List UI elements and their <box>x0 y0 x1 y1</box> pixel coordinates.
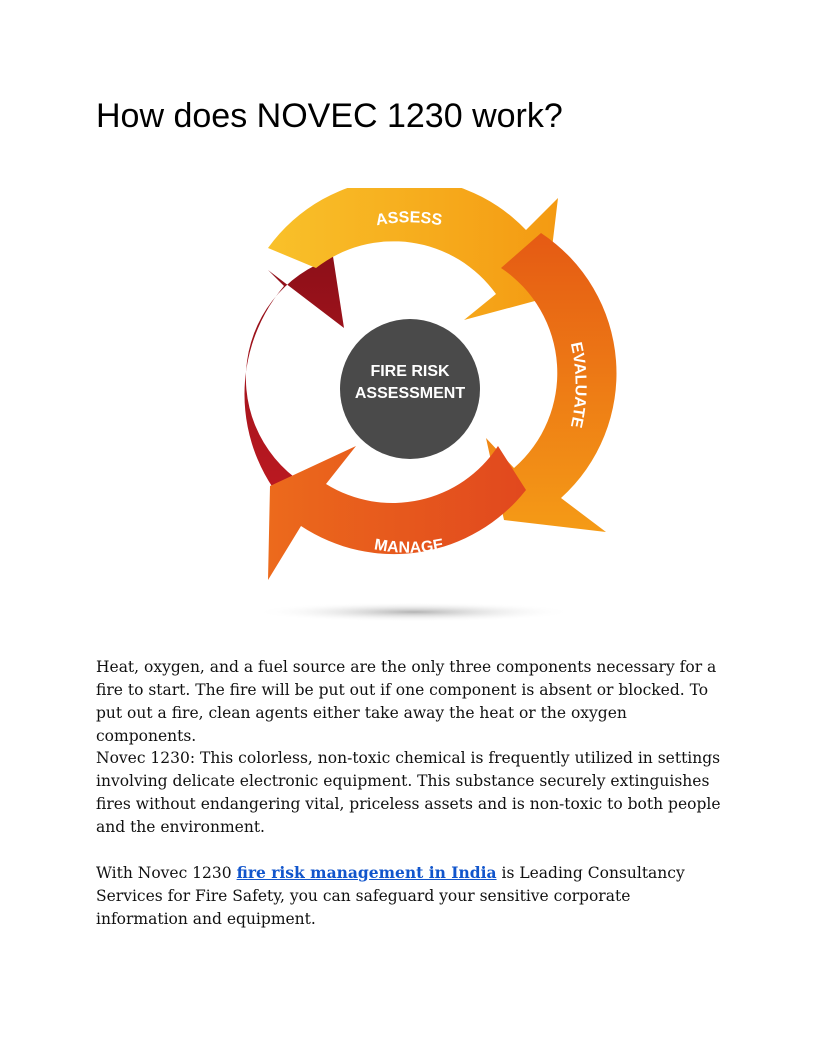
step-label-evaluate: EVALUATE <box>566 340 589 430</box>
fire-risk-management-link[interactable]: fire risk management in India <box>236 863 497 882</box>
step-label-manage: MANAGE <box>372 536 446 557</box>
manage-segment <box>268 446 526 580</box>
step-label-measure: MEASURE <box>228 344 250 430</box>
drop-shadow <box>254 602 574 622</box>
paragraph-consultancy-tail: is Leading Consultancy Services for Fire Safety, you can safeguard your sensitive corporate information and equipment. <box>96 864 685 928</box>
fire-risk-cycle-diagram <box>196 188 624 628</box>
cycle-graphic <box>196 188 624 628</box>
center-label-line2: ASSESSMENT <box>354 385 466 402</box>
page-title: How does NOVEC 1230 work? <box>96 97 563 135</box>
paragraph-consultancy <box>96 861 724 931</box>
paragraph-consultancy-lead: With Novec 1230 <box>96 864 237 882</box>
step-label-assess: ASSESS <box>374 209 444 230</box>
paragraph-fire-components: Heat, oxygen, and a fuel source are the only three components necessary for a fire to start. The fire will be put out if one component is absent or blocked. To put out a fire, clean agents either take away the heat or the oxygen components. <box>96 658 717 745</box>
paragraph-novec-description: Novec 1230: This colorless, non-toxic chemical is frequently utilized in settings involving delicate electronic equipment. This substance securely extinguishes fires without endangering vital, priceless assets and is non-toxic to both people and the environment. <box>96 749 721 836</box>
center-label-line1: FIRE RISK <box>370 363 450 380</box>
